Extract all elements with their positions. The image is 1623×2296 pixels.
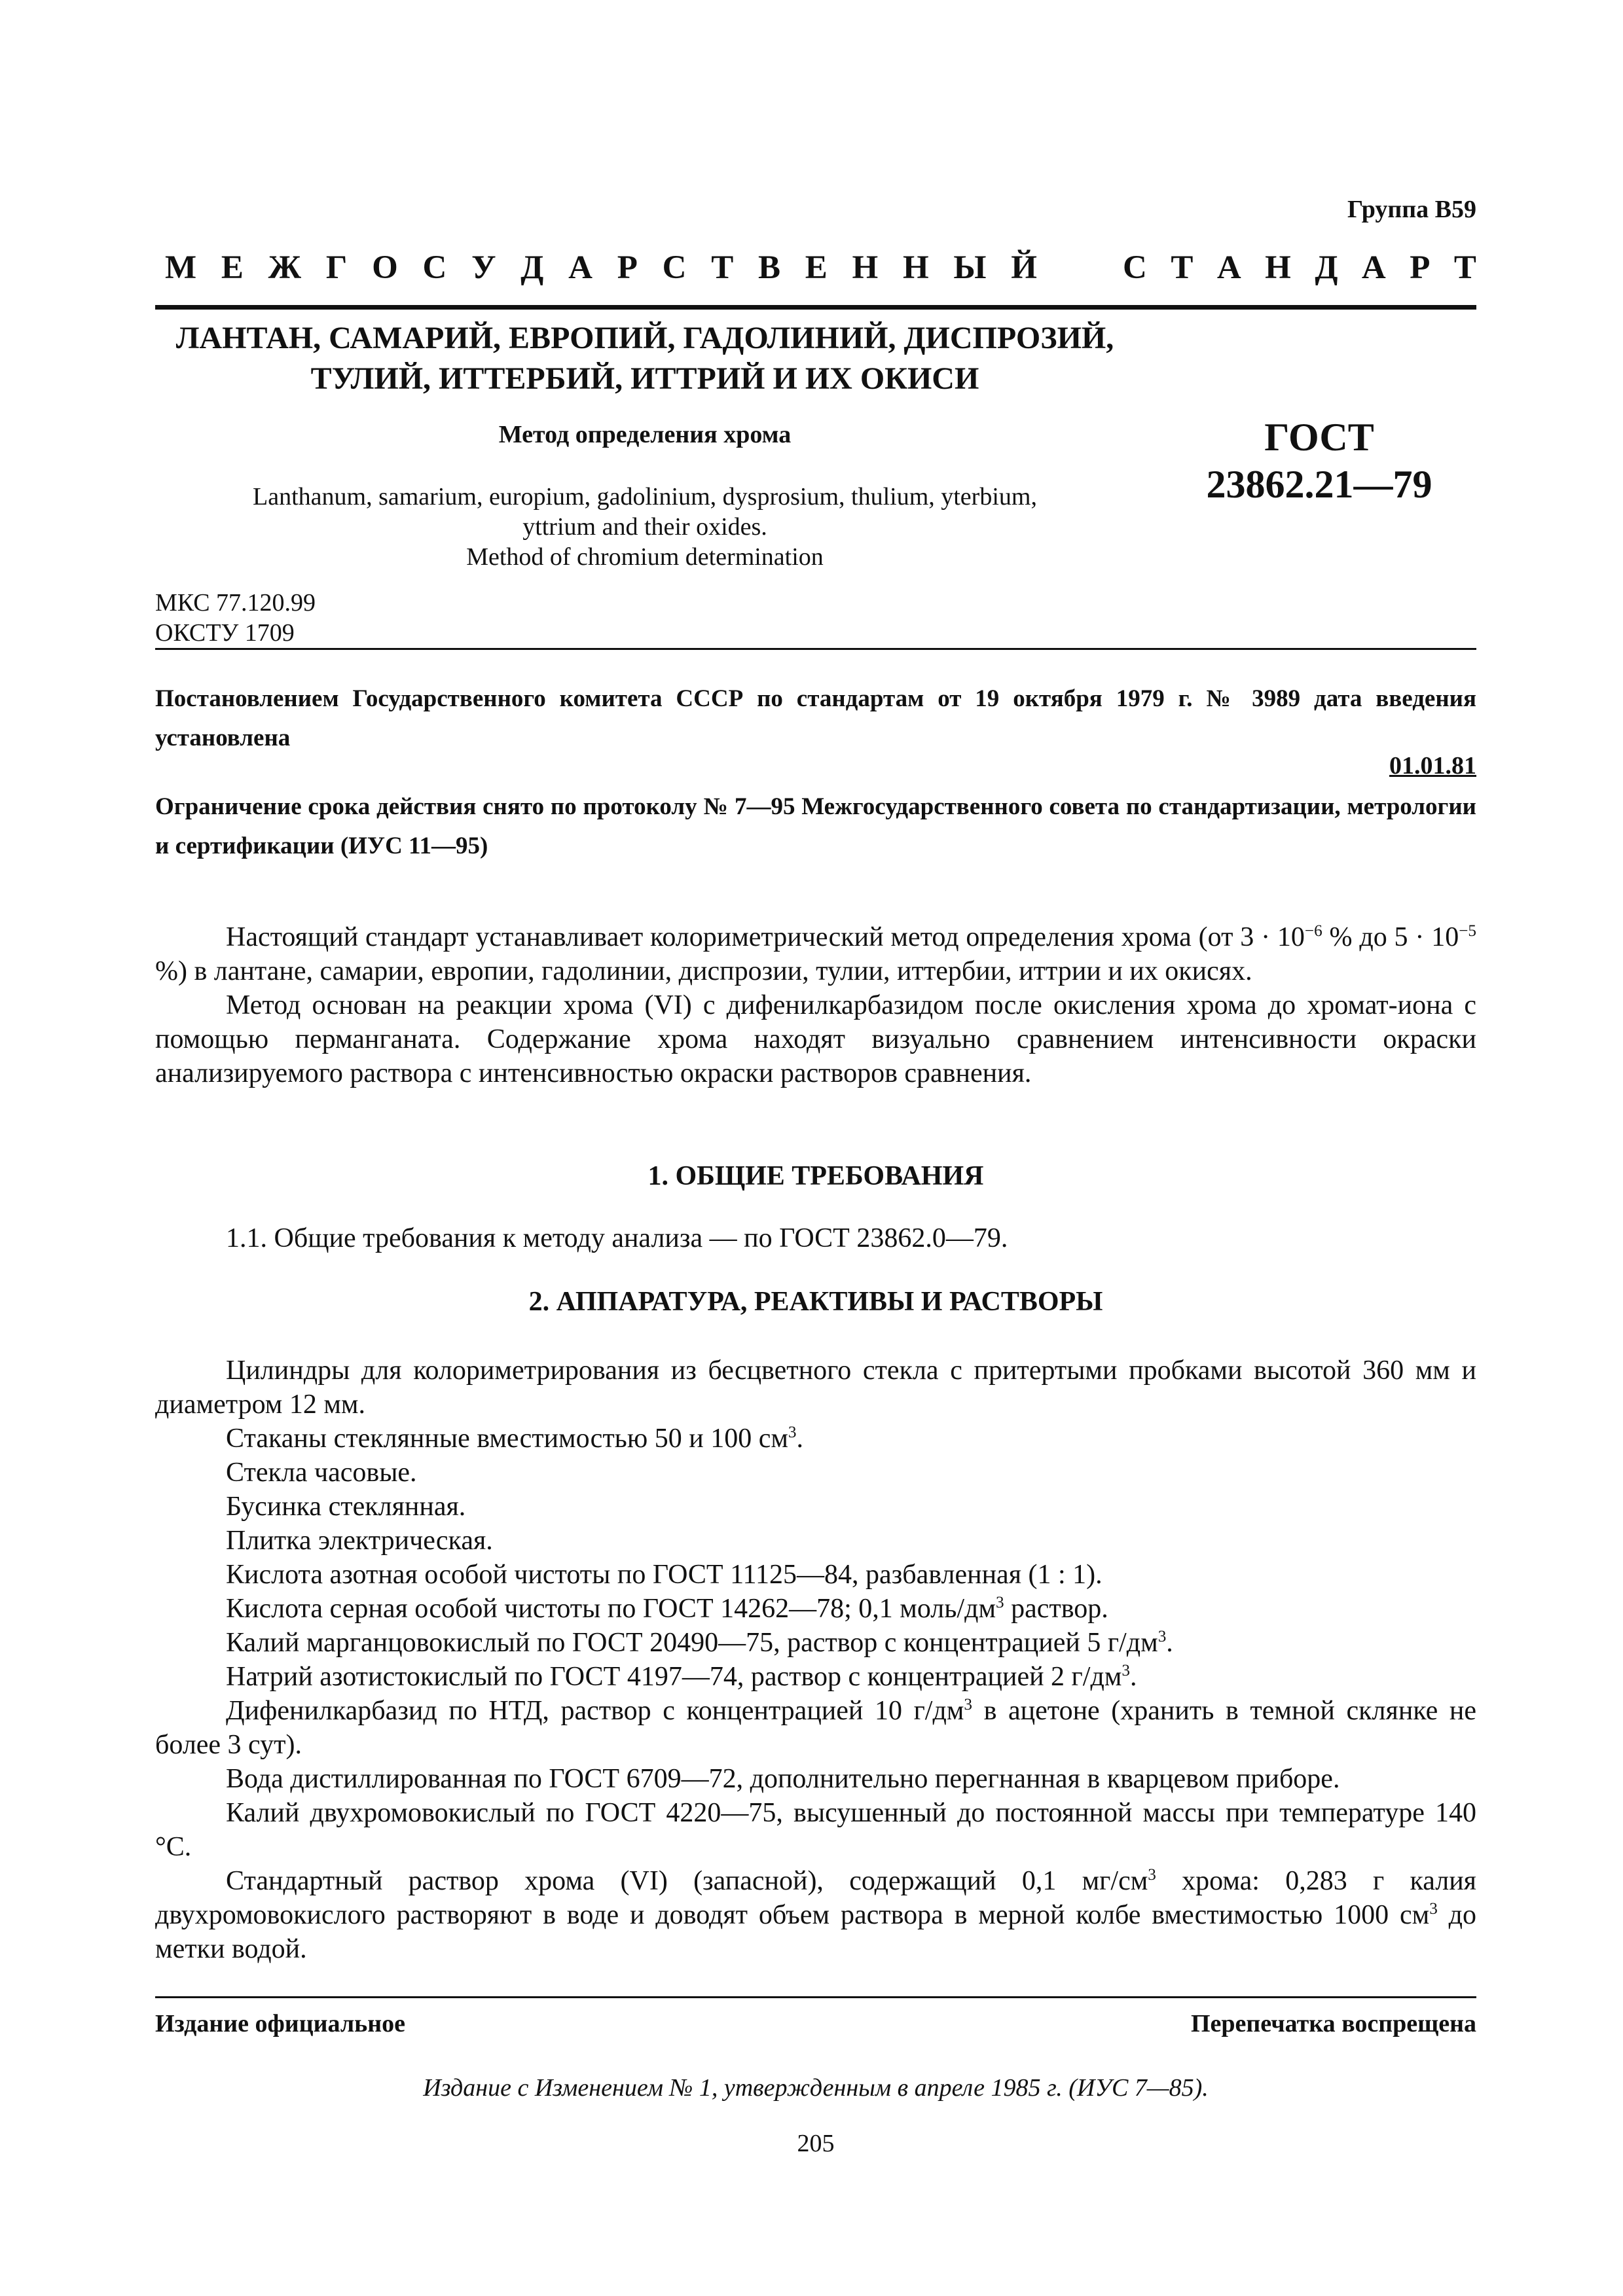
section-2-heading: 2. АППАРАТУРА, РЕАКТИВЫ И РАСТВОРЫ <box>528 1287 1103 1317</box>
decree-text: Постановлением Государственного комитета СССР по стандартам от 19 октября 1979 г. № 3989 дата введения установлена <box>155 685 1476 751</box>
heading-letter: Р <box>617 249 638 286</box>
heading-letter: Н <box>852 249 879 286</box>
heading-letter: В <box>757 249 781 286</box>
heading-letter: Т <box>711 249 734 286</box>
heading-letter: Т <box>1171 249 1194 286</box>
standard-heading <box>165 249 1476 287</box>
method-en-line-3: Method of chromium determination <box>466 543 824 571</box>
heading-letter: С <box>422 249 447 286</box>
heading-letter: Т <box>1453 249 1476 286</box>
item-stock-solution: Стандартный раствор хрома (VI) (запасной), содержащий 0,1 $мг/см^3$ хрома: 0,283 г калия двухромовокислого растворяют в воде и доводят объем раствора в мерной колбе вместимостью 1000 $см^3$ до метки водой. <box>155 1866 1476 1964</box>
item-permanganate: Калий марганцовокислый по ГОСТ 20490—75, раствор с концентрацией 5 $г/дм^3$. <box>226 1628 1173 1658</box>
heading-letter: О <box>372 249 398 286</box>
heading-letter: А <box>568 249 593 286</box>
standard-word-standard <box>1123 249 1476 287</box>
classification-codes <box>155 588 316 648</box>
heading-letter: Ж <box>268 249 302 286</box>
heading-letter: А <box>1216 249 1241 286</box>
section-2-body <box>155 1354 1476 1966</box>
intro-paragraph-1: Настоящий стандарт устанавливает колориметрический метод определения хрома (от $3 \cdot 10^{-6}$ % до $5 \cdot 10^{-5}$ %) в лантане, самарии, европии, гадолинии, диспрозии, тулии, иттербии, иттрии и их окисях. <box>155 922 1477 986</box>
item-watch-glass: Стекла часовые. <box>226 1458 417 1488</box>
title-line-1: ЛАНТАН, САМАРИЙ, ЕВРОПИЙ, ГАДОЛИНИЙ, ДИСПРОЗИЙ, <box>175 321 1114 355</box>
method-title-en <box>170 482 1120 572</box>
item-cylinders: Цилиндры для колориметрирования из бесцветного стекла с притертыми пробками высотой 360 мм и диаметром 12 мм. <box>155 1355 1476 1420</box>
section-1-heading: 1. ОБЩИЕ ТРЕБОВАНИЯ <box>647 1161 984 1191</box>
header-rule-bottom <box>155 648 1476 650</box>
method-en-line-1: Lanthanum, samarium, europium, gadolinium, dysprosium, thulium, yterbium, <box>253 483 1037 511</box>
item-glasses: Стаканы стеклянные вместимостью 50 и 100 $см^3$. <box>226 1424 804 1454</box>
limitation-text: Ограничение срока действия снято по протоколу № 7—95 Межгосударственного совета по стандартизации, метрологии и сертификации (ИУС 11—95) <box>155 793 1476 859</box>
heading-letter: Д <box>520 249 544 286</box>
group-label: Группа В59 <box>1347 196 1476 223</box>
item-dichromate: Калий двухромовокислый по ГОСТ 4220—75, высушенный до постоянной массы при температуре 140 °С. <box>155 1798 1476 1862</box>
heading-letter: С <box>1123 249 1147 286</box>
heading-letter: Д <box>1315 249 1338 286</box>
standard-word-interstate <box>165 249 1037 287</box>
okstu-code: ОКСТУ 1709 <box>155 619 295 647</box>
heading-letter: Е <box>805 249 828 286</box>
item-nitric-acid: Кислота азотная особой чистоты по ГОСТ 11125—84, разбавленная (1 : 1). <box>226 1560 1103 1590</box>
gost-number: 23862.21—79 <box>1206 463 1432 506</box>
clause-1-1: 1.1. Общие требования к методу анализа — по ГОСТ 23862.0—79. <box>226 1223 1008 1253</box>
heading-letter: Р <box>1410 249 1431 286</box>
footer-rule <box>155 1996 1476 1998</box>
heading-letter: М <box>165 249 197 286</box>
heading-letter: А <box>1361 249 1386 286</box>
heading-letter: Г <box>325 249 348 286</box>
item-diphenylcarbazide: Дифенилкарбазид по НТД, раствор с концентрацией 10 $г/дм^3$ в ацетоне (хранить в темной склянке не более 3 сут). <box>155 1696 1476 1760</box>
section-1-body <box>155 1221 1476 1255</box>
heading-letter: С <box>662 249 687 286</box>
heading-letter: Ы <box>953 249 987 286</box>
item-distilled-water: Вода дистиллированная по ГОСТ 6709—72, дополнительно перегнанная в кварцевом приборе. <box>226 1764 1340 1794</box>
item-nitrite: Натрий азотистокислый по ГОСТ 4197—74, раствор с концентрацией 2 $г/дм^3$. <box>226 1662 1137 1692</box>
gost-designation <box>1159 414 1480 508</box>
intro-paragraph-2: Метод основан на реакции хрома (VI) с дифенилкарбазидом после окисления хрома до хромат-иона с помощью перманганата. Содержание хрома находят визуально сравнением интенсивности окраски анализируемого раствора с интенсивностью окраски растворов сравнения. <box>155 990 1476 1088</box>
heading-letter: Н <box>1265 249 1291 286</box>
heading-letter: Е <box>221 249 244 286</box>
document-title <box>170 318 1120 399</box>
method-title-ru: Метод определения хрома <box>498 421 792 448</box>
header-rule-top <box>155 305 1476 310</box>
gost-label: ГОСТ <box>1264 416 1374 459</box>
item-sulfuric-acid: Кислота серная особой чистоты по ГОСТ 14262—78; 0,1 моль/$дм^3$ раствор. <box>226 1594 1108 1624</box>
reprint-prohibited-label: Перепечатка воспрещена <box>1190 2010 1476 2037</box>
intro-section <box>155 920 1476 1090</box>
heading-letter: Н <box>902 249 929 286</box>
page-number: 205 <box>797 2130 835 2157</box>
official-edition-label: Издание официальное <box>155 2010 406 2037</box>
item-bead: Бусинка стеклянная. <box>226 1492 466 1522</box>
item-hotplate: Плитка электрическая. <box>226 1526 493 1556</box>
mks-code: МКС 77.120.99 <box>155 589 316 617</box>
heading-letter: У <box>471 249 496 286</box>
edition-note: Издание с Изменением № 1, утвержденным в апреле 1985 г. (ИУС 7—85). <box>423 2074 1209 2102</box>
introduction-date: 01.01.81 <box>1389 752 1476 780</box>
heading-letter: Й <box>1011 249 1037 286</box>
method-en-line-2: yttrium and their oxides. <box>522 513 767 541</box>
title-line-2: ТУЛИЙ, ИТТЕРБИЙ, ИТТРИЙ И ИХ ОКИСИ <box>310 361 979 396</box>
